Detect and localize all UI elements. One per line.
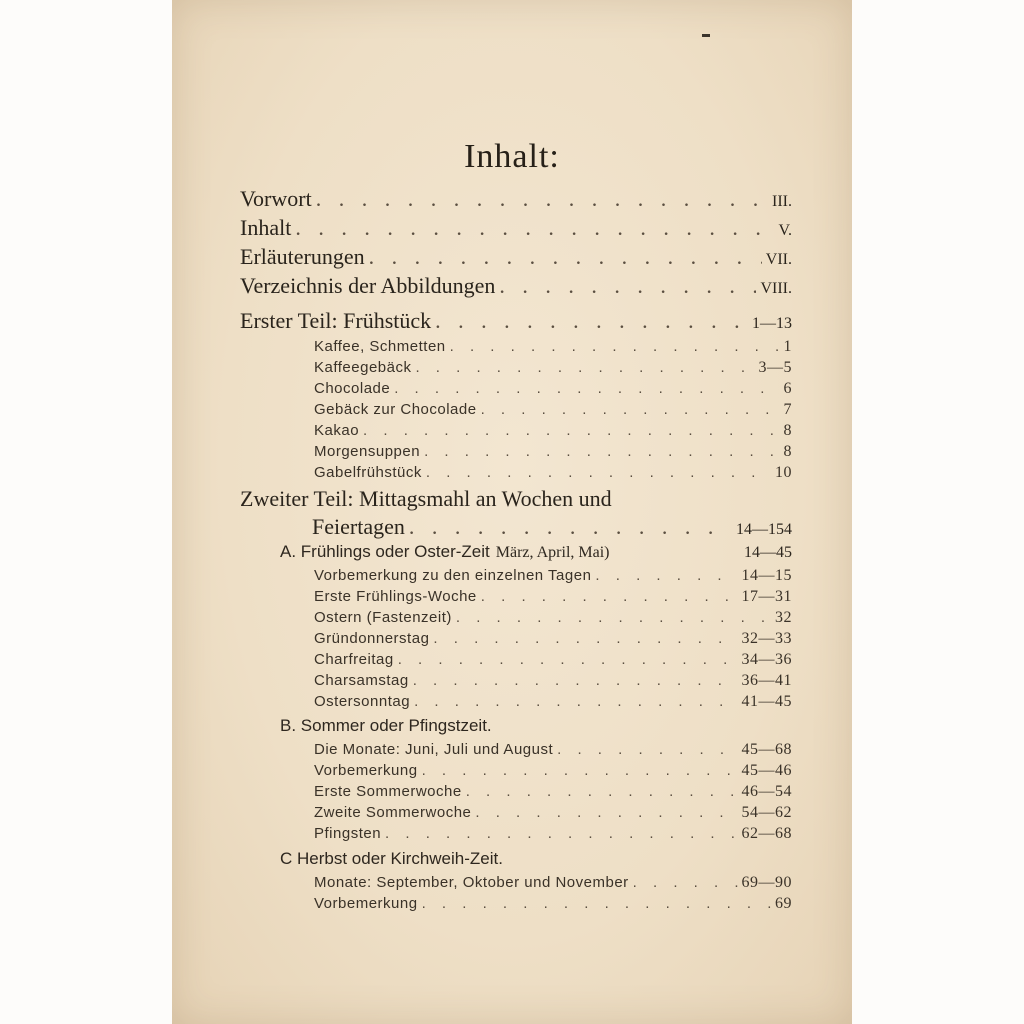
- toc-item: [314, 693, 792, 711]
- toc-item: [314, 672, 792, 690]
- entry-page: 17—31: [741, 588, 792, 605]
- entry-label: Erste Sommerwoche: [314, 783, 462, 800]
- entry-page: 62—68: [741, 825, 792, 842]
- toc-item: [314, 588, 792, 606]
- leader-dots: [398, 651, 738, 668]
- entry-label: Erläuterungen: [240, 244, 365, 269]
- entry-page: 45—68: [741, 741, 792, 758]
- toc-entry-inhalt: [240, 215, 792, 241]
- entry-label: Gründonnerstag: [314, 630, 430, 647]
- leader-dots: [369, 244, 762, 270]
- toc-item: [314, 359, 792, 377]
- leader-dots: [450, 338, 780, 355]
- leader-dots: [481, 401, 780, 418]
- toc-item: [314, 895, 792, 913]
- entry-page: 46—54: [741, 783, 792, 800]
- entry-label: Verzeichnis der Abbildungen: [240, 273, 496, 298]
- leader-dots: [422, 895, 771, 912]
- leader-dots: [481, 588, 738, 605]
- entry-page: 1: [783, 338, 792, 355]
- entry-page: V.: [778, 222, 792, 239]
- entry-label: Zweite Sommerwoche: [314, 804, 472, 821]
- page-title: Inhalt:: [464, 138, 560, 175]
- entry-label: Inhalt: [240, 215, 292, 240]
- leader-dots: [633, 874, 738, 891]
- leader-dots: [295, 215, 774, 241]
- entry-label: Vorbemerkung: [314, 895, 418, 912]
- entry-page: 8: [783, 443, 792, 460]
- toc-item: [314, 741, 792, 759]
- entry-page: 69—90: [741, 874, 792, 891]
- leader-dots: [385, 825, 737, 842]
- entry-label: Ostern (Fastenzeit): [314, 609, 452, 626]
- entry-page: 54—62: [741, 804, 792, 821]
- entry-label: Erster Teil: Frühstück: [240, 308, 432, 333]
- entry-page: 32—33: [741, 630, 792, 647]
- leader-dots: [409, 514, 732, 540]
- entry-page: 3—5: [758, 359, 792, 376]
- leader-dots: [499, 273, 756, 299]
- entry-page: 14—45: [744, 544, 792, 561]
- entry-label: Die Monate: Juni, Juli und August: [314, 741, 554, 758]
- toc-part-zweiter-teil-line1: Zweiter Teil: Mittagsmahl an Wochen und: [240, 486, 612, 511]
- entry-label: Kaffeegebäck: [314, 359, 412, 376]
- entry-page: VII.: [765, 251, 792, 268]
- toc-item: [314, 783, 792, 801]
- toc-entry-erlaeuterungen: [240, 244, 792, 270]
- section-months: März, April, Mai): [495, 544, 610, 561]
- leader-dots: [363, 422, 779, 439]
- entry-page: 69: [775, 895, 792, 912]
- toc-item: [314, 762, 792, 780]
- toc-item: [314, 422, 792, 440]
- toc-item: [314, 443, 792, 461]
- entry-label: Charfreitag: [314, 651, 394, 668]
- entry-page: 1—13: [752, 315, 792, 332]
- toc-item: [314, 651, 792, 669]
- entry-label: Kaffee, Schmetten: [314, 338, 446, 355]
- leader-dots: [475, 804, 737, 821]
- leader-dots: [316, 186, 768, 212]
- toc-section-b: [280, 716, 792, 736]
- entry-label: Chocolade: [314, 380, 391, 397]
- section-label: A. Frühlings oder Oster-Zeit: [280, 542, 490, 561]
- book-page: [172, 0, 852, 1024]
- entry-page: 14—154: [736, 521, 792, 538]
- entry-page: 41—45: [741, 693, 792, 710]
- toc-item: [314, 609, 792, 627]
- leader-dots: [414, 693, 737, 710]
- entry-page: 32: [775, 609, 792, 626]
- toc-item: [314, 804, 792, 822]
- entry-label: Vorbemerkung zu den einzelnen Tagen: [314, 567, 592, 584]
- entry-page: 14—15: [741, 567, 792, 584]
- entry-page: III.: [772, 193, 792, 210]
- entry-label: Feiertagen: [312, 514, 405, 539]
- leader-dots: [435, 308, 748, 334]
- entry-label: Gebäck zur Chocolade: [314, 401, 477, 418]
- section-label: B. Sommer oder Pfingstzeit.: [280, 716, 492, 735]
- leader-dots: [426, 464, 771, 481]
- ink-speck: [702, 34, 710, 37]
- toc-item: [314, 630, 792, 648]
- toc-item: [314, 380, 792, 398]
- toc-item: [314, 464, 792, 482]
- toc-item: [314, 825, 792, 843]
- entry-label: Pfingsten: [314, 825, 382, 842]
- toc-item: [314, 401, 792, 419]
- toc-item: [314, 567, 792, 585]
- leader-dots: [595, 567, 737, 584]
- leader-dots: [415, 359, 754, 376]
- leader-dots: [456, 609, 771, 626]
- toc-part-zweiter-teil: [312, 514, 792, 540]
- entry-label: Vorwort: [240, 186, 312, 211]
- entry-page: 7: [783, 401, 792, 418]
- entry-label: Gabelfrühstück: [314, 464, 422, 481]
- leader-dots: [413, 672, 738, 689]
- entry-page: 6: [783, 380, 792, 397]
- leader-dots: [466, 783, 738, 800]
- entry-page: 45—46: [741, 762, 792, 779]
- entry-page: 34—36: [741, 651, 792, 668]
- toc-entry-verzeichnis: [240, 273, 792, 299]
- section-label: C Herbst oder Kirchweih-Zeit.: [280, 849, 503, 868]
- entry-page: 36—41: [741, 672, 792, 689]
- leader-dots: [424, 443, 779, 460]
- entry-label: Ostersonntag: [314, 693, 411, 710]
- entry-label: Erste Frühlings-Woche: [314, 588, 477, 605]
- entry-label: Charsamstag: [314, 672, 409, 689]
- leader-dots: [433, 630, 737, 647]
- toc-entry-vorwort: [240, 186, 792, 212]
- entry-label: Kakao: [314, 422, 360, 439]
- entry-label: Vorbemerkung: [314, 762, 418, 779]
- entry-page: 8: [783, 422, 792, 439]
- toc-part-erster-teil: [240, 308, 792, 334]
- toc-section-a: [280, 542, 792, 562]
- leader-dots: [422, 762, 738, 779]
- entry-page: VIII.: [760, 280, 792, 297]
- leader-dots: [394, 380, 779, 397]
- entry-label: Monate: September, Oktober und November: [314, 874, 629, 891]
- leader-dots: [557, 741, 737, 758]
- entry-page: 10: [775, 464, 792, 481]
- toc-item: [314, 338, 792, 356]
- entry-label: Morgensuppen: [314, 443, 421, 460]
- toc-section-c: [280, 849, 792, 869]
- toc-item: [314, 874, 792, 892]
